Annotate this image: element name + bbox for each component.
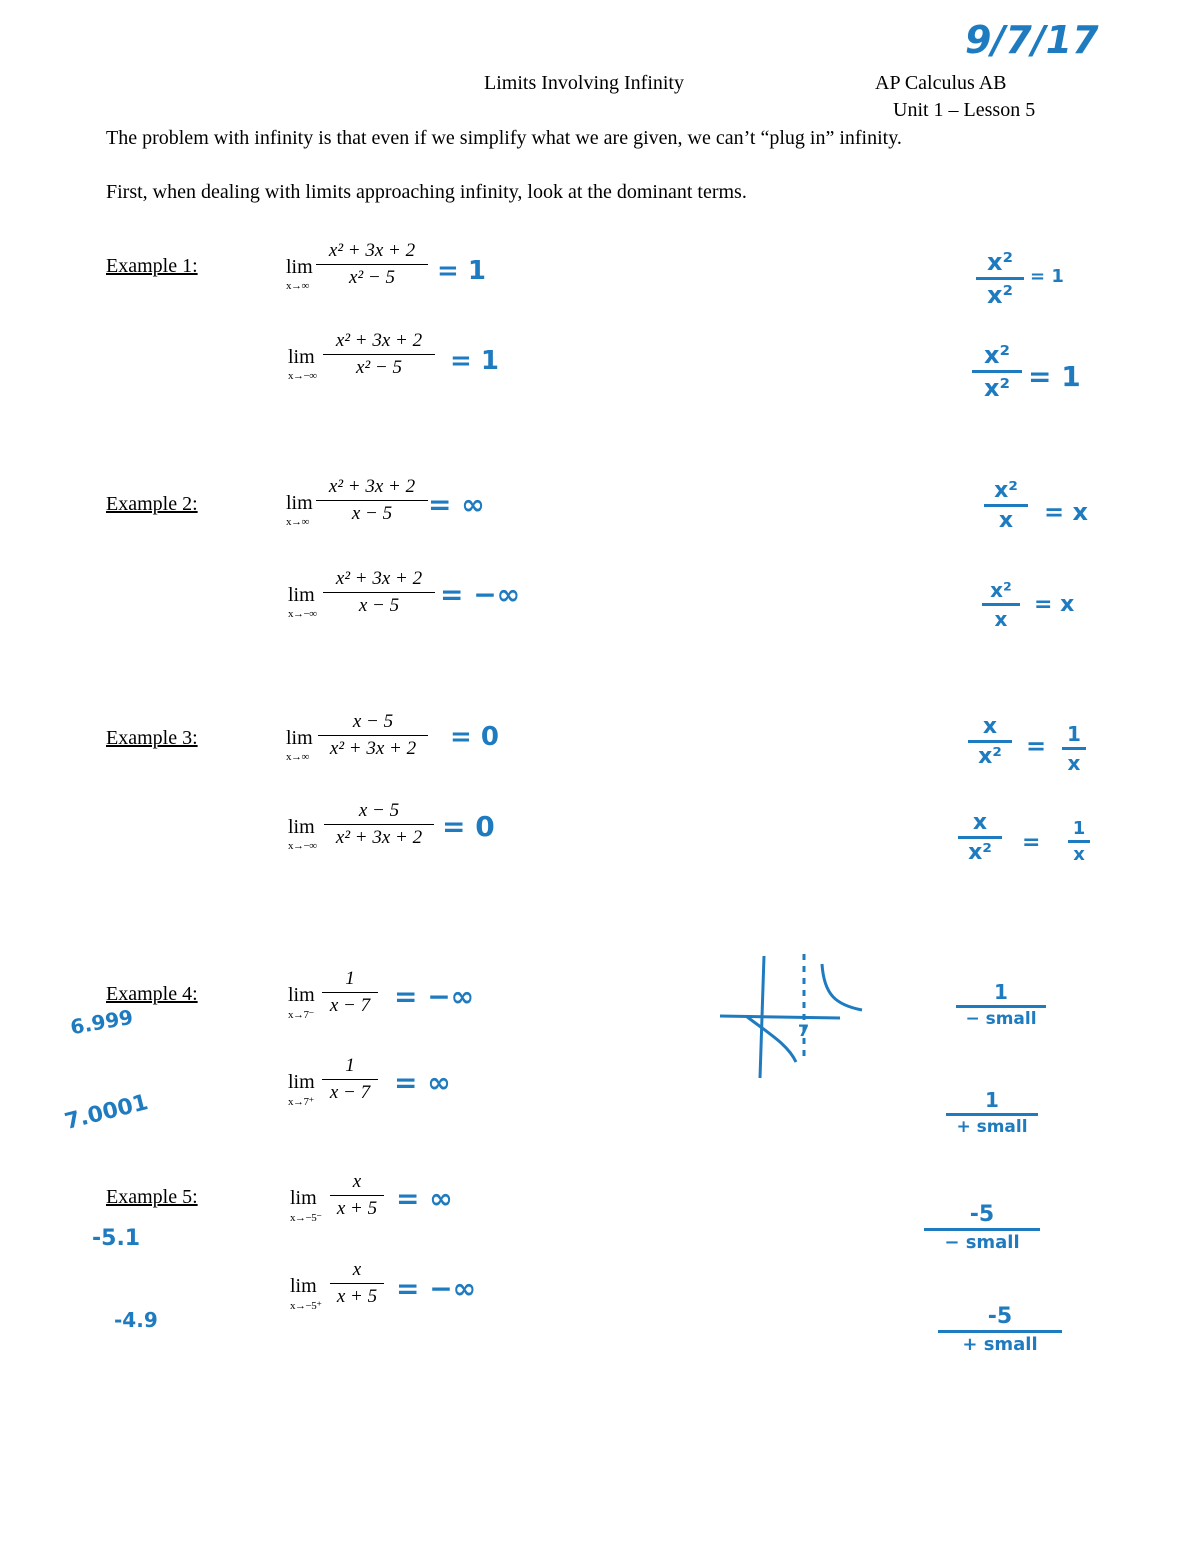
sketch-left-branch bbox=[746, 1016, 796, 1062]
left-note: -4.9 bbox=[114, 1308, 158, 1332]
left-note: 6.999 bbox=[68, 1004, 135, 1040]
denominator: x + 5 bbox=[336, 1198, 378, 1219]
fraction bbox=[322, 968, 378, 1017]
side-work-result: = 1 bbox=[1028, 360, 1081, 393]
lim-word: lim bbox=[288, 1071, 315, 1093]
fraction bbox=[318, 711, 428, 760]
limit-subscript: x→7⁻ bbox=[288, 1009, 314, 1021]
denominator: x² − 5 bbox=[356, 357, 402, 378]
numerator: x − 5 bbox=[352, 711, 394, 732]
sketch-right-branch bbox=[822, 964, 862, 1010]
limit-subscript: x→7⁺ bbox=[288, 1096, 314, 1108]
side-work-equals: = bbox=[1026, 732, 1047, 760]
intro-line-1: The problem with infinity is that even if we simplify what we are given, we can’t “plug in” infinity. bbox=[106, 127, 902, 149]
numerator: x bbox=[352, 1259, 362, 1280]
fraction bbox=[330, 1171, 384, 1220]
answer: = 1 bbox=[437, 256, 486, 286]
numerator: x² + 3x + 2 bbox=[328, 240, 416, 261]
side-work-fraction: x² x bbox=[982, 578, 1020, 631]
denominator: x − 5 bbox=[358, 595, 400, 616]
numerator: x² + 3x + 2 bbox=[328, 476, 416, 497]
example-1-label: Example 1: bbox=[106, 255, 198, 277]
date-annotation: 9/7/17 bbox=[965, 18, 1099, 62]
worksheet-title: Limits Involving Infinity bbox=[484, 72, 684, 94]
numerator: x² + 3x + 2 bbox=[335, 568, 423, 589]
unit-lesson: Unit 1 – Lesson 5 bbox=[893, 99, 1036, 121]
answer: = ∞ bbox=[396, 1182, 453, 1215]
side-work-result: = 1 bbox=[1030, 266, 1064, 287]
course-name: AP Calculus AB bbox=[875, 72, 1007, 94]
answer: = ∞ bbox=[394, 1066, 451, 1099]
side-work-fraction: x x² bbox=[958, 810, 1002, 865]
left-note: -5.1 bbox=[92, 1226, 141, 1251]
numerator: 1 bbox=[345, 1055, 355, 1076]
asymptote-sketch bbox=[716, 950, 876, 1085]
side-work-fraction: -5 + small bbox=[938, 1304, 1062, 1355]
answer: = 1 bbox=[450, 346, 499, 376]
fraction bbox=[316, 240, 428, 289]
numerator: 1 bbox=[345, 968, 355, 989]
lim-word: lim bbox=[288, 584, 315, 606]
lim-word: lim bbox=[288, 346, 315, 368]
answer: = 0 bbox=[442, 810, 495, 843]
fraction bbox=[324, 800, 434, 849]
fraction bbox=[323, 330, 435, 379]
sketch-y-axis bbox=[760, 956, 764, 1078]
limit-subscript: x→∞ bbox=[286, 751, 309, 763]
example-4-label: Example 4: bbox=[106, 983, 198, 1005]
fraction bbox=[323, 568, 435, 617]
lim-word: lim bbox=[288, 984, 315, 1006]
numerator: x bbox=[352, 1171, 362, 1192]
answer: = −∞ bbox=[396, 1272, 476, 1305]
limit-subscript: x→−∞ bbox=[288, 608, 317, 620]
denominator: x² − 5 bbox=[349, 267, 395, 288]
answer: = 0 bbox=[450, 722, 499, 752]
side-work-fraction: 1 − small bbox=[956, 980, 1046, 1029]
example-3-label: Example 3: bbox=[106, 727, 198, 749]
sketch-asymptote-label: 7 bbox=[798, 1021, 810, 1040]
example-2-label: Example 2: bbox=[106, 493, 198, 515]
denominator: x − 7 bbox=[329, 1082, 371, 1103]
denominator: x − 5 bbox=[351, 503, 393, 524]
example-5-label: Example 5: bbox=[106, 1186, 198, 1208]
side-work-fraction: -5 − small bbox=[924, 1202, 1040, 1253]
side-work-equals: = bbox=[1022, 830, 1041, 855]
limit-subscript: x→∞ bbox=[286, 280, 309, 292]
lim-word: lim bbox=[290, 1275, 317, 1297]
lim-word: lim bbox=[288, 816, 315, 838]
side-work-fraction: 1 x bbox=[1068, 818, 1090, 865]
side-work-fraction: x x² bbox=[968, 714, 1012, 769]
fraction bbox=[316, 476, 428, 525]
denominator: x² + 3x + 2 bbox=[329, 738, 417, 759]
lim-word: lim bbox=[286, 492, 313, 514]
answer: = ∞ bbox=[428, 488, 485, 521]
answer: = −∞ bbox=[440, 578, 520, 611]
denominator: x + 5 bbox=[336, 1286, 378, 1307]
side-work-fraction: x² x² bbox=[972, 341, 1022, 402]
side-work-result: = x bbox=[1034, 592, 1075, 617]
lim-word: lim bbox=[286, 727, 313, 749]
left-note: 7.0001 bbox=[62, 1090, 151, 1135]
numerator: x − 5 bbox=[358, 800, 400, 821]
side-work-fraction: 1 + small bbox=[946, 1088, 1038, 1137]
denominator: x² + 3x + 2 bbox=[335, 827, 423, 848]
side-work-result: = x bbox=[1044, 498, 1088, 526]
numerator: x² + 3x + 2 bbox=[335, 330, 423, 351]
intro-line-2: First, when dealing with limits approaching infinity, look at the dominant terms. bbox=[106, 181, 747, 203]
limit-subscript: x→−5⁺ bbox=[290, 1300, 322, 1312]
side-work-fraction: x² x² bbox=[976, 248, 1024, 309]
answer: = −∞ bbox=[394, 980, 474, 1013]
lim-word: lim bbox=[290, 1187, 317, 1209]
denominator: x − 7 bbox=[329, 995, 371, 1016]
sketch-x-axis bbox=[720, 1016, 840, 1018]
lim-word: lim bbox=[286, 256, 313, 278]
fraction bbox=[322, 1055, 378, 1104]
limit-subscript: x→−∞ bbox=[288, 840, 317, 852]
side-work-fraction: 1 x bbox=[1062, 722, 1086, 775]
side-work-fraction: x² x bbox=[984, 478, 1028, 533]
limit-subscript: x→−5⁻ bbox=[290, 1212, 322, 1224]
fraction bbox=[330, 1259, 384, 1308]
limit-subscript: x→−∞ bbox=[288, 370, 317, 382]
limit-subscript: x→∞ bbox=[286, 516, 309, 528]
